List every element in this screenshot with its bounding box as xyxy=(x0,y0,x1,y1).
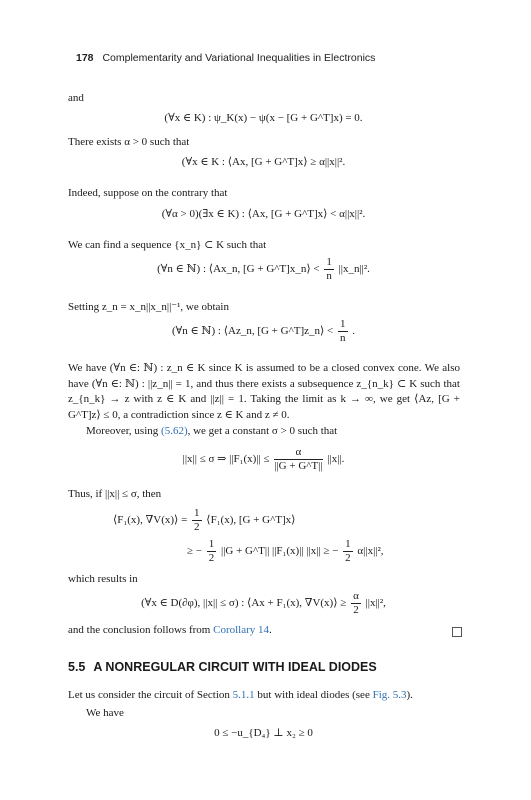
figure-link[interactable]: Fig. 5.3 xyxy=(372,689,407,701)
equation-9: 0 ≤ −u_{D₄} ⊥ x₂ ≥ 0 xyxy=(214,727,313,739)
fraction: $\frac{\alpha}{2}$ xyxy=(353,590,359,616)
equation-4: (∀n ∈ ℕ) : ⟨Ax_n, [G + G^T]x_n⟩ < $\frac{1}{n}$ ||x_n||². xyxy=(157,256,370,282)
text-and: and xyxy=(68,92,84,104)
corollary-link[interactable]: Corollary 14 xyxy=(213,624,270,636)
page-number: 178 xyxy=(76,52,94,64)
fraction: $\frac{1}{2}$ xyxy=(345,538,351,564)
equation-1: (∀x ∈ K) : ψ_K(x) − ψ(x − [G + G^T]x) = 0. xyxy=(164,112,363,124)
text-results: which results in xyxy=(68,573,138,585)
paragraph-moreover: Moreover, using (5.62), we get a constant σ > 0 such that xyxy=(86,425,338,437)
fraction: $\frac{1}{n}$ xyxy=(340,318,346,344)
equation-reference-link[interactable]: (5.62) xyxy=(161,425,188,437)
equation-2: (∀x ∈ K : ⟨Ax, [G + G^T]x⟩ ≥ α||x||². xyxy=(181,156,346,168)
section-number: 5.5 xyxy=(68,660,86,674)
text-conclusion: and the conclusion follows from Corollary 14. xyxy=(68,624,272,636)
text-we-have: We have xyxy=(86,707,124,719)
fraction: $\frac{\alpha}{||G + G\^{}T||}$ xyxy=(274,446,323,472)
equation-7b: ≥ − $\frac{1}{2}$ ||G + G^T|| ||F₁(x)|| ||x|| ≥ − $\frac{1}{2}$ α||x||², xyxy=(187,538,384,564)
text-exists: There exists α > 0 such that xyxy=(68,136,190,148)
equation-6: ||x|| ≤ σ ⇒ ||F₁(x)|| ≤ $\frac{\alpha}{||G + G\^{}T||}$ ||x||. xyxy=(182,446,345,472)
paragraph-limit-argument: We have (∀n ∈: ℕ) : z_n ∈ K since K is assumed to be a closed convex cone. We also have (∀n ∈: ℕ) : ||z_n|| = 1, and thus there exists a subsequence z_{n_k} ⊂ K such that z_{n_k} → z with z ∈ K and ||z|| = 1. Taking the limit as k → ∞, we get ⟨Az, [G + G^T]z⟩ ≤ 0, a contradiction since z ∈ K and z ≠ 0. xyxy=(68,362,460,421)
fraction: $\frac{1}{2}$ xyxy=(208,538,215,564)
equation-3: (∀α > 0)(∃x ∈ K) : ⟨Ax, [G + G^T]x⟩ < α||x||². xyxy=(161,208,366,220)
text-indeed: Indeed, suppose on the contrary that xyxy=(68,187,228,199)
section-heading xyxy=(68,660,377,674)
equation-5: (∀n ∈ ℕ) : ⟨Az_n, [G + G^T]z_n⟩ < $\frac{1}{n}$ . xyxy=(171,318,355,344)
text-setting: Setting z_n = x_n||x_n||⁻¹, we obtain xyxy=(68,301,229,313)
fraction: $\frac{1}{2}$ xyxy=(194,507,200,533)
section-link[interactable]: 5.1.1 xyxy=(232,689,255,701)
running-header xyxy=(76,52,375,64)
text-sequence: We can find a sequence {x_n} ⊂ K such that xyxy=(68,239,267,251)
equation-8: (∀x ∈ D(∂φ), ||x|| ≤ σ) : ⟨Ax + F₁(x), ∇V(x)⟩ ≥ $\frac{\alpha}{2}$ ||x||², xyxy=(141,590,386,616)
equation-7a: ⟨F₁(x), ∇V(x)⟩ = $\frac{1}{2}$ ⟨F₁(x), [G + G^T]x⟩ xyxy=(113,507,296,533)
qed-box-icon xyxy=(452,627,462,637)
text-thus: Thus, if ||x|| ≤ σ, then xyxy=(68,488,162,500)
fraction: $\frac{1}{n}$ xyxy=(326,256,332,282)
section-title: A NONREGULAR CIRCUIT WITH IDEAL DIODES xyxy=(93,660,377,674)
text-circuit: Let us consider the circuit of Section 5.1.1 but with ideal diodes (see Fig. 5.3). xyxy=(68,689,413,701)
running-title: Complementarity and Variational Inequalities in Electronics xyxy=(102,52,376,64)
